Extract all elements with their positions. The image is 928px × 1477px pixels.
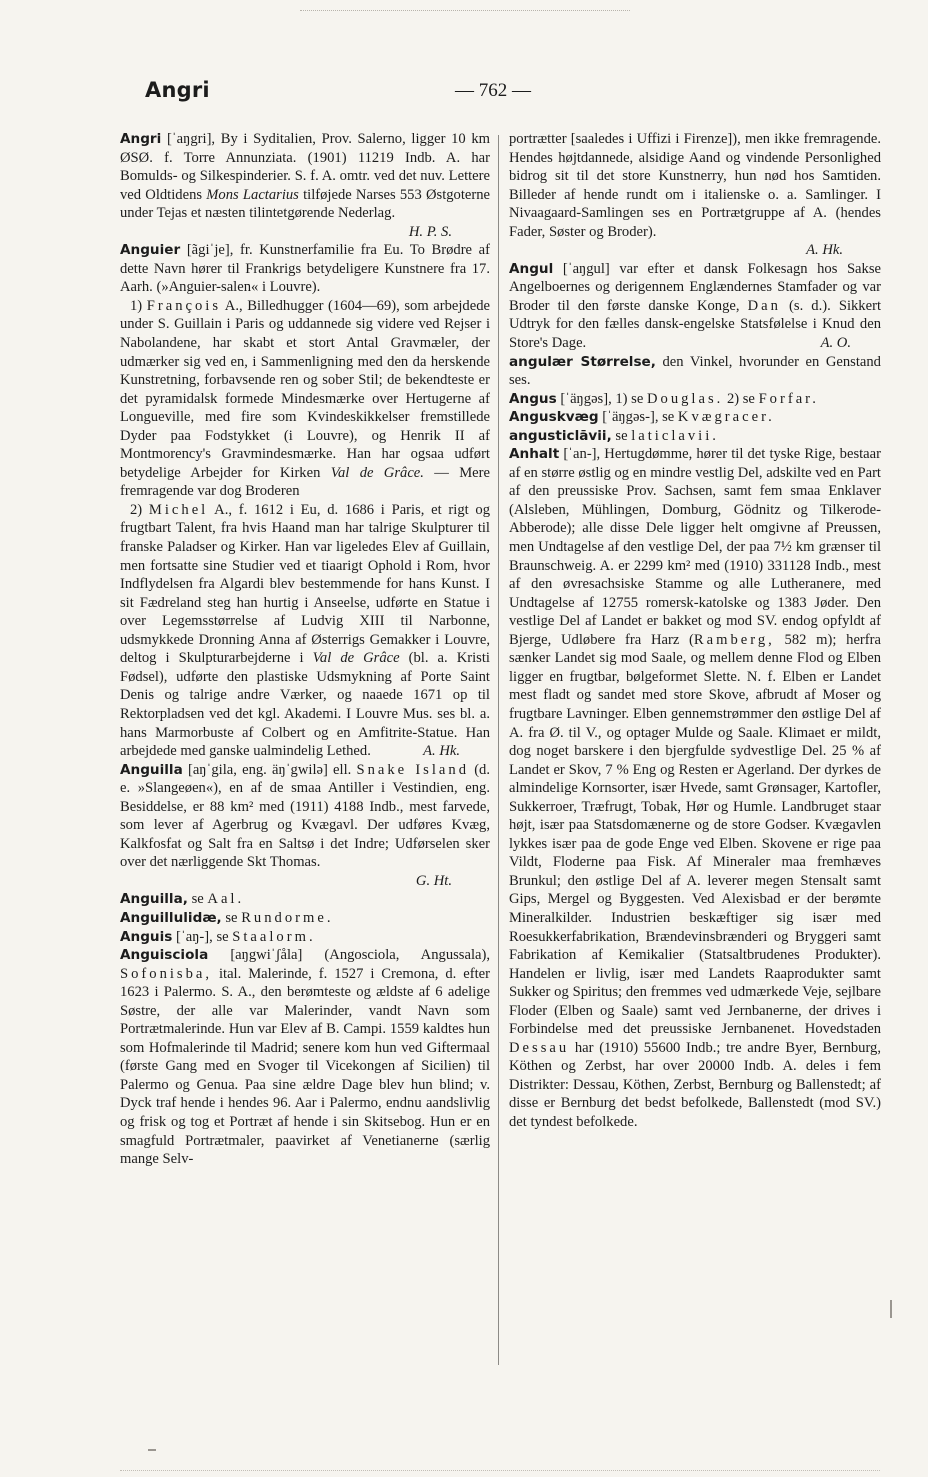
cross-reference: Aal. bbox=[207, 891, 245, 908]
entry-anguskvaeg: Anguskvæg [ˈäŋgəs-], se Kvægracer. bbox=[509, 409, 775, 426]
lemma-angus: Angus bbox=[509, 390, 557, 407]
bottom-scan-edge bbox=[120, 1470, 880, 1471]
entry-angusticlavii: angusticlāvii, se laticlavii. bbox=[509, 427, 719, 444]
entry-angul: Angul [ˈaŋgul] var efter et dansk Folkesagn hos Sakse Angelboernes og derigennem Englændernes Stamfader og var Broder til den første danske Konge, Dan (s. d.). Sikkert Udtryk for den fælles dansk-engelske Statsfølelse i Knud den Store's Dage. A. O. bbox=[509, 260, 881, 352]
cross-reference: Forfar. bbox=[758, 390, 819, 407]
author-signature: A. Hk. bbox=[423, 743, 460, 760]
lemma-anguier: Anguier bbox=[120, 242, 181, 259]
author-signature: H. P. S. bbox=[408, 223, 452, 240]
lemma-anguillulidae: Anguillulidæ, bbox=[120, 909, 222, 926]
entry-anguisciola-continued: portrætter [saaledes i Uffizi i Firenze]), men ikke fremragende. Hendes højtdannede, alsidige Aand og vindende Personlighed bidrog sit til det store Kunstnerry, hun nød hos Samtiden. Billeder af hende rundt om i italienske o. a. Samlinger. I Nivaagaard-Samlingen ses en Portrætgruppe af A. (hendes Fader, Søster og Broder). A. Hk. bbox=[509, 131, 881, 259]
lemma-anguilla: Anguilla bbox=[120, 761, 183, 778]
margin-mark bbox=[890, 1300, 892, 1318]
entry-angri: Angri [ˈaŋgri], By i Syditalien, Prov. Salerno, ligger 10 km ØSØ. f. Torre Annunziata. (1901) 11219 Indb. A. har Bomulds- og Silkespinderier. S. f. A. omtr. ved det nuv. Lettere ved Oldtidens Mons Lactarius tilføjede Narses 553 Østgoterne under Tejas et næsten tilintetgørende Nederlag. H. P. S. bbox=[120, 131, 491, 240]
lemma-angri: Angri bbox=[120, 131, 162, 147]
author-signature: A. O. bbox=[820, 335, 851, 352]
top-scan-edge bbox=[300, 10, 630, 11]
running-headword: Angri bbox=[145, 78, 210, 102]
lemma-anguilla-2: Anguilla, bbox=[120, 891, 188, 908]
margin-mark bbox=[148, 1449, 156, 1451]
entry-anguilla-ref: Anguilla, se Aal. bbox=[120, 891, 245, 908]
running-head bbox=[145, 78, 880, 108]
entry-anguier-francois: 1) François A., Billedhugger (1604—69), som arbejdede under S. Guillain i Paris og uddannede sig videre ved Rejser i Nabolandene, har skabt et stort Antal Gravmæler, der udmærker sig ved en, i Sammenligning med den da herskende Kunstretning, forbavsende ren og sober Stil; de bekendteste er det pyramidalsk formede Mindesmærke over Hertugerne af Longueville, med fire som Kvindeskikkelser fremstillede Dyder paa Fodstykket (i Louvre), og Henrik II af Montmorency's Gravmindesmærke. Han har ogsaa udført betydelige Arbejder for Kirken Val de Grâce. — Mere fremragende var dog Broderen bbox=[120, 297, 490, 500]
lemma-angusticlavii: angusticlāvii, bbox=[509, 427, 612, 444]
lemma-anguskvaeg: Anguskvæg bbox=[509, 409, 599, 426]
author-signature: A. Hk. bbox=[806, 242, 843, 259]
page-number: — 762 — bbox=[455, 80, 531, 101]
lemma-anguisciola: Anguisciola bbox=[120, 947, 209, 964]
entry-anguis: Anguis [ˈaŋ-], se Staalorm. bbox=[120, 928, 316, 945]
entry-anguier-michel: 2) Michel A., f. 1612 i Eu, d. 1686 i Paris, et rigt og frugtbart Talent, fra hvis Haand man har talrige Skulpturer til franske Paladser og Kirker. Han var ligeledes Elev af Guillain, men fortsatte sine Studier ved et tiaarigt Ophold i Rom, hvor Indflydelsen fra Algardi blev bestemmende for hans Kunst. I sit Fædreland steg han hurtig i Anseelse, udførte en Statue i over Legemsstørrelse af Ludvig XIII til Narbonne, udsmykkede Dronning Anna af Østerrigs Gemakker i Louvre, deltog i Skulpturarbejderne i Val de Grâce (bl. a. Kristi Fødsel), udførte den plastiske Udsmykning af Porte Saint Denis og talrige andre Værker, og naaede 1671 op til Rektorpladsen ved det kgl. Akademi. I Louvre Mus. ses bl. a. hans Marmorbuste af Colbert og en Amfitrite-Statue. Han arbejdede med ganske ualmindelig Lethed. A. Hk. bbox=[120, 501, 490, 760]
entry-anhalt: Anhalt [ˈan-], Hertugdømme, hører til det tyske Rige, bestaar af en større østlig og en mindre vestlig Del, adskilte ved en Part af den preussiske Prov. Sachsen, samt fem smaa Enklaver (Alsleben, Mühlingen, Domburg, Gödnitz og Tilkerode-Abberode); alle disse Dele ligger helt omgivne af Preussen, men Undtagelse af den vestlige Del, der paa 7½ km grænser til Braunschweig. A. er 2299 km² med (1910) 331128 Indb., mest af den øvresachsiske Stamme og alle Lutheranere, med Undtagelse af 12755 romersk-katolske og 1383 Jøder. Den vestlige Del af Landet er bakket og mod SV. endog opfyldt af Bjerge, Udløbere fra Harz (Ramberg, 582 m); herfra sænker Landet sig mod Saale, og mellem denne Flod og Elben ligger en frugtbar, bølgeformet Slette. N. f. Elben er Landet mest fladt og sandet med store Skove, afbrudt af Moser og frugtbare Lavninger. Elben gennemstrømmer den østlige Del af A. fra Ø. til V., og optager Mulde og Saale. Klimaet er mildt, dog noget barskere i den bjergfulde sydvestlige Del. 25 % af Landet er Skov, 7 % Eng og Resten er Agerland. Der dyrkes de almindelige Kornsorter, især Hvede, samt Grønsager, Kartofler, Sukkerroer, Træfrugt, Tobak, Hør og Humle. Landbruget staar højt, især paa Statsdomænerne og de store Godser. Kvægavlen lykkes især paa de gode Enge ved Elben. Skovene er rige paa Vildt, Floderne paa Fisk. Af Mineraler maa fremhæves Brunkul; den østlige Del af A. leverer megen Stensalt samt Gips, Mergel og Byggesten. Ved Alexisbad er der berømte Mineralkilder. Industrien beskæftiger sig især med Roesukkerfabrikation, Brændevinsbrænderi og Bryggeri samt Fabrikation af Kemikalier (Statsaltbrudenes Produkter). Handelen er livlig, især med Landets Raaprodukter samt Sukker og Spiritus; den fremmes ved udmærkede Veje, sejlbare Floder (Elben og Saale) samt ved Jernbanerne, der drives i Forbindelse med det preussiske Jernbanenet. Hovedstaden Dessau har (1910) 55600 Indb.; tre andre Byer, Bernburg, Köthen og Zerbst, har over 20000 Indb. A. deles i fem Distrikter: Dessau, Köthen, Zerbst, Bernburg og Ballenstedt; af disse er Bernburg det bedst befolkede, Ballenstedt (mod SV.) det tyndest befolkede. bbox=[509, 446, 881, 1130]
column-divider bbox=[498, 135, 499, 1365]
cross-reference: laticlavii. bbox=[631, 427, 719, 444]
lemma-anhalt: Anhalt bbox=[509, 446, 560, 463]
left-column bbox=[120, 130, 490, 1169]
lemma-angulaer: angulær Størrelse, bbox=[509, 353, 656, 370]
cross-reference: Staalorm. bbox=[232, 928, 316, 945]
cross-reference: Kvægracer. bbox=[677, 409, 775, 426]
lemma-angul: Angul bbox=[509, 260, 554, 277]
entry-anguier: Anguier [ãgiˈje], fr. Kunstnerfamilie fra Eu. To Brødre af dette Navn hører til Frankrigs betydeligere Kunstnere fra 17. Aarh. (»Anguier-salen« i Louvre). bbox=[120, 242, 490, 296]
cross-reference: Rundorme. bbox=[241, 909, 334, 926]
author-signature: G. Ht. bbox=[415, 872, 452, 889]
entry-anguilla: Anguilla [aŋˈgila, eng. äŋˈgwilə] ell. Snake Island (d. e. »Slangeøen«), en af de smaa Antiller i Vestindien, eng. Besiddelse, er 88 km² med (1911) 4188 Indb., mest farvede, som lever af Agerbrug og Kvægavl. Der udføres Kvæg, Kalkfosfat og Salt fra en Saltsø i det Indre; Udførselen sker over det nærliggende Skt Thomas. G. Ht. bbox=[120, 761, 490, 889]
entry-angus: Angus [ˈäŋgəs], 1) se Douglas. 2) se Forfar. bbox=[509, 390, 819, 407]
right-column bbox=[509, 130, 881, 1132]
entry-anguisciola: Anguisciola [aŋgwiˈʃåla] (Angosciola, Angussala), Sofonisba, ital. Malerinde, f. 1527 i Cremona, d. efter 1623 i Palermo. S. A., den berømteste og ældste af 6 adelige Søstre, der alle var Malerinder, vandt Navn som Portrætmalerinde. Hun var Elev af B. Campi. 1559 kaldtes hun som Hofmalerinde til Madrid; senere kom hun ved Giftermaal (første Gang med en Svoger til Vicekongen af Sicilien) til Palermo og Genua. Paa sine ældre Dage blev hun blind; v. Dyck traf hende i hendes 96. Aar i Palermo, endnu aandslivlig og frisk og tog et Portræt af hende i sin Skitsebog. Hun er en smagfuld Portrætmaler, paavirket af Venetianerne (særlig mange Selv- bbox=[120, 947, 490, 1168]
lemma-anguis: Anguis bbox=[120, 928, 173, 945]
cross-reference: Douglas. bbox=[647, 390, 724, 407]
entry-anguillulidae: Anguillulidæ, se Rundorme. bbox=[120, 909, 334, 926]
entry-angulaer: angulær Størrelse, den Vinkel, hvorunder en Genstand ses. bbox=[509, 353, 881, 389]
